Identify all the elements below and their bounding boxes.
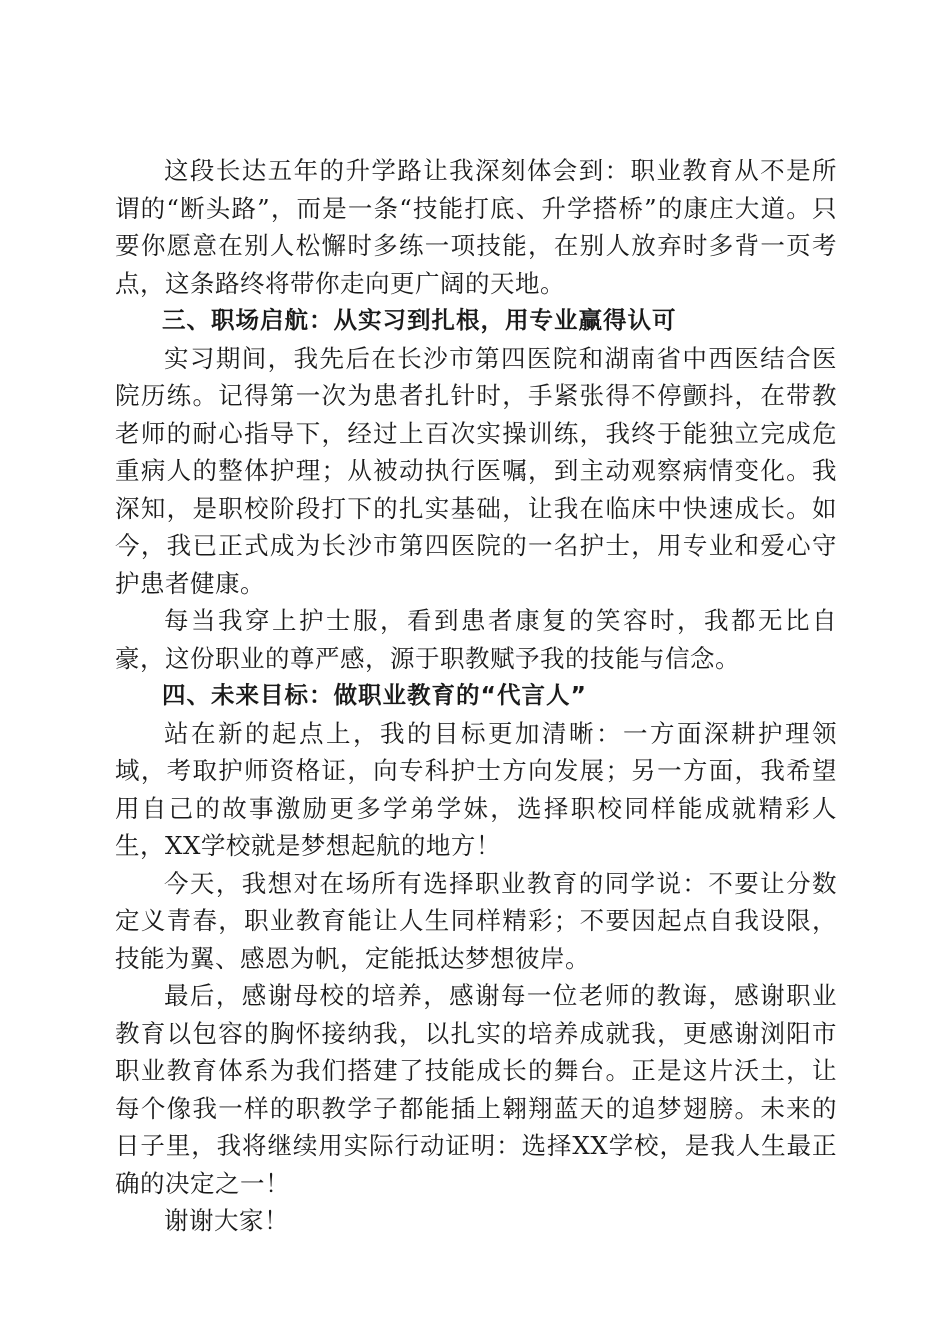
- section-heading-career-start: 三、职场启航：从实习到扎根，用专业赢得认可: [162, 306, 677, 334]
- section-heading-future-goals: 四、未来目标：做职业教育的“代言人”: [162, 681, 587, 709]
- paragraph-message-to-students: 今天，我想对在场所有选择职业教育的同学说：不要让分数定义青春，职业教育能让人生同样精彩；不要因起点自我设限，技能为翼、感恩为帆，定能抵达梦想彼岸。: [115, 868, 837, 973]
- paragraph-gratitude: 最后，感谢母校的培养，感谢每一位老师的教诲，感谢职业教育以包容的胸怀接纳我，以扎实的培养成就我，更感谢浏阳市职业教育体系为我们搭建了技能成长的舞台。正是这片沃土，让每个像我一样的职教学子都能插上翱翔蓝天的追梦翅膀。未来的日子里，我将继续用实际行动证明：选择XX学校，是我人生最正确的决定之一！: [115, 981, 837, 1198]
- paragraph-internship: 实习期间，我先后在长沙市第四医院和湖南省中西医结合医院历练。记得第一次为患者扎针时，手紧张得不停颤抖，在带教老师的耐心指导下，经过上百次实操训练，我终于能独立完成危重病人的整体护理；从被动执行医嘱，到主动观察病情变化。我深知，是职校阶段打下的扎实基础，让我在临床中快速成长。如今，我已正式成为长沙市第四医院的一名护士，用专业和爱心守护患者健康。: [115, 343, 837, 598]
- paragraph-new-starting-point: 站在新的起点上，我的目标更加清晰：一方面深耕护理领域，考取护师资格证，向专科护士方向发展；另一方面，我希望用自己的故事激励更多学弟学妹，选择职校同样能成就精彩人生，XX学校就是梦想起航的地方！: [115, 718, 837, 860]
- paragraph-closing-thanks: 谢谢大家！: [164, 1206, 289, 1235]
- paragraph-upgrade-path-reflection: 这段长达五年的升学路让我深刻体会到：职业教育从不是所谓的“断头路”，而是一条“技能打底、升学搭桥”的康庄大道。只要你愿意在别人松懈时多练一项技能，在别人放弃时多背一页考点，这条路终将带你走向更广阔的天地。: [115, 156, 837, 298]
- paragraph-nurse-pride: 每当我穿上护士服，看到患者康复的笑容时，我都无比自豪，这份职业的尊严感，源于职教赋予我的技能与信念。: [115, 606, 837, 673]
- document-page: [115, 152, 837, 1240]
